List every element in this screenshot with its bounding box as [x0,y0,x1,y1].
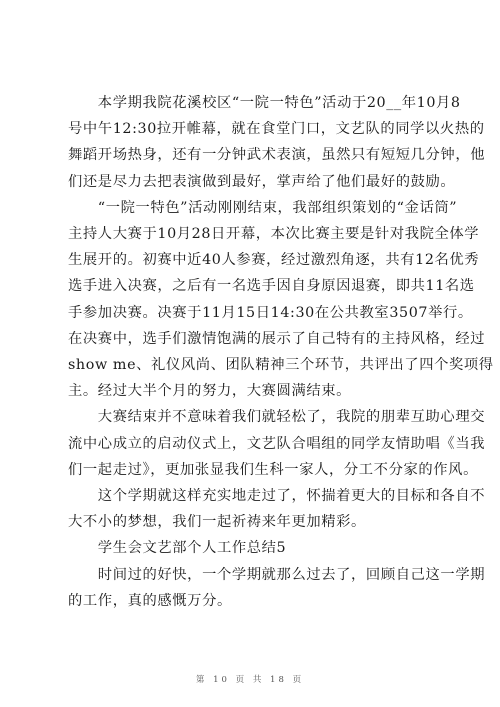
text-line: 大赛结束并不意味着我们就轻松了，我院的朋辈互助心理交 [68,409,486,426]
text-line: 主。经过大半个月的努力，大赛圆满结束。 [68,383,352,400]
text-line: 舞蹈开场热身，还有一分钟武术表演，虽然只有短短几分钟，他 [68,147,486,164]
text-line: 本学期我院花溪校区“一院一特色”活动于20__年10月8 [68,95,461,111]
text-line: 生展开的。初赛中近40人参赛，经过激烈角逐，共有12名优秀 [68,252,480,269]
text-line: 在决赛中，选手们激情饱满的展示了自己特有的主持风格，经过 [68,330,486,347]
paragraph-host-contest [68,195,494,405]
section-heading [68,535,442,561]
text-line: 流中心成立的启动仪式上，文艺队合唱组的同学友情助唱《当我 [68,435,486,452]
text-line: 手参加决赛。决赛于11月15日14:30在公共教室3507举行。 [68,304,473,321]
paragraph-semester-closing [68,483,486,535]
paragraph-psych-center-ceremony [68,404,486,483]
text-line: 主持人大赛于10月28日开幕，本次比赛主要是针对我院全体学 [68,226,480,243]
text-line: 时间过的好快，一个学期就那么过去了，回顾自己这一学期 [68,566,486,583]
text-line: 的工作，真的感慨万分。 [68,592,232,609]
text-line: 们还是尽力去把表演做到最好，掌声给了他们最好的鼓励。 [68,173,456,190]
paragraph-reflection [68,562,486,614]
text-line: 选手进入决赛，之后有一名选手因自身原因退赛，即共11名选 [68,278,475,295]
text-line: 们一起走过》，更加张显我们生科一家人，分工不分家的作风。 [68,461,478,478]
text-line: 这个学期就这样充实地走过了，怀揣着更大的目标和各自不 [68,488,486,505]
page-number-footer: 第 10 页 共 18 页 [195,675,305,685]
text-line: 大不小的梦想，我们一起祈祷来年更加精彩。 [68,514,366,531]
text-line: 号中午12:30拉开帷幕，就在食堂门口，文艺队的同学以火热的 [68,121,485,138]
paragraph-activity-opening [68,90,486,195]
text-line: 学生会文艺部个人工作总结5 [68,540,287,557]
text-line: “一院一特色”活动刚刚结束，我部组织策划的“金话筒” [68,199,458,216]
document-body [68,90,494,614]
text-line: show me、礼仪风尚、团队精神三个环节，共评出了四个奖项得 [68,357,494,374]
